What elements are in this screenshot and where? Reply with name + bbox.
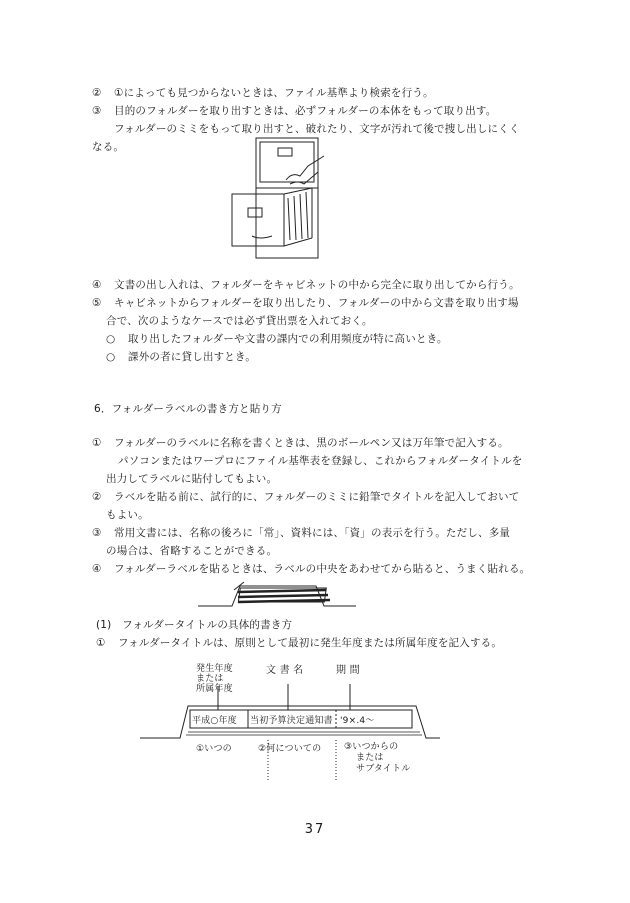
sub1-item-1: ① フォルダータイトルは、原則として最初に発生年度または所属年度を記入する。 bbox=[96, 637, 503, 649]
item-4: ④ 文書の出し入れは、フォルダーをキャビネットの中から完全に取り出してから行う。 bbox=[92, 279, 520, 291]
circle-item-2: ○ 課外の者に貸し出すとき。 bbox=[106, 351, 256, 363]
caption-from-when: ③いつからの または サブタイトル bbox=[344, 742, 411, 774]
cell-document: 当初予算決定通知書 bbox=[250, 716, 333, 726]
file-cabinet-illustration bbox=[228, 136, 328, 262]
page-number: 37 bbox=[304, 822, 326, 837]
s6-item-4: ④ フォルダーラベルを貼るときは、ラベルの中央をあわせてから貼ると、うまく貼れる。 bbox=[92, 563, 531, 575]
s6-item-2-cont: もよい。 bbox=[106, 509, 149, 521]
s6-item-3: ③ 常用文書には、名称の後ろに「常」、資料には、「資」の表示を行う。ただし、多量 bbox=[92, 527, 511, 539]
s6-item-3-cont: の場合は、省略することができる。 bbox=[106, 545, 278, 557]
item-3-note-cont: なる。 bbox=[92, 141, 125, 153]
label-origin-year: 発生年度 または 所属年度 bbox=[196, 664, 233, 694]
folder-label-illustration bbox=[198, 576, 358, 610]
s6-item-2: ② ラベルを貼る前に、試行的に、フォルダーのミミに鉛筆でタイトルを記入しておいて bbox=[92, 491, 520, 503]
item-3: ③ 目的のフォルダーを取り出すときは、必ずフォルダーの本体をもって取り出す。 bbox=[92, 105, 497, 117]
item-2: ② ①によっても見つからないときは、ファイル基準より検索を行う。 bbox=[92, 87, 434, 99]
section-6-heading: 6．フォルダーラベルの書き方と貼り方 bbox=[94, 403, 282, 415]
label-period: 期 間 bbox=[336, 665, 360, 676]
item-3-note: フォルダーのミミをもって取り出すと、破れたり、文字が汚れて後で捜し出しにくく bbox=[114, 123, 520, 135]
caption-what: ②何についての bbox=[258, 744, 322, 754]
circle-item-1: ○ 取り出したフォルダーや文書の課内での利用頻度が特に高いとき。 bbox=[106, 333, 448, 345]
caption-when: ①いつの bbox=[196, 744, 232, 754]
item-5-cont: 合で、次のようなケースでは必ず貸出票を入れておく。 bbox=[106, 315, 373, 327]
label-document-name: 文 書 名 bbox=[266, 665, 304, 676]
s6-item-1-note: パソコンまたはワープロにファイル基準表を登録し、これからフォルダータイトルを bbox=[118, 455, 523, 467]
item-5: ⑤ キャビネットからフォルダーを取り出したり、フォルダーの中から文書を取り出す場 bbox=[92, 297, 519, 309]
cell-year: 平成○年度 bbox=[192, 716, 237, 726]
s6-item-1: ① フォルダーのラベルに名称を書くときは、黒のボールペン又は万年筆で記入する。 bbox=[92, 437, 509, 449]
subsection-1-heading: (1) フォルダータイトルの具体的書き方 bbox=[96, 619, 293, 631]
s6-item-1-note-cont: 出力してラベルに貼付してもよい。 bbox=[106, 473, 278, 485]
cell-period: '9×.4～ bbox=[340, 716, 375, 726]
